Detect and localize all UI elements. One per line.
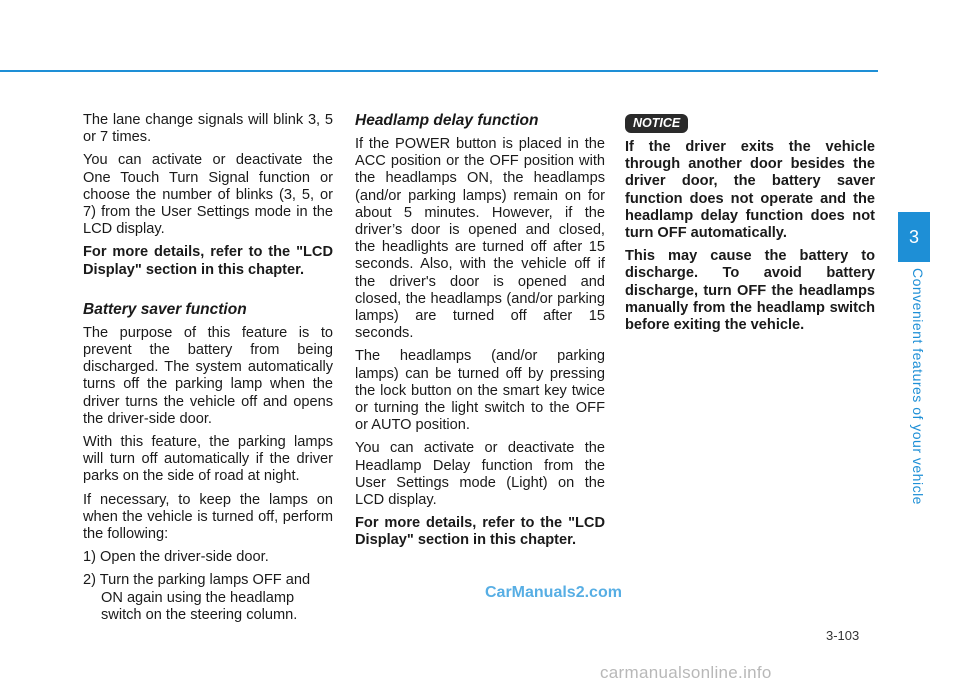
notice-paragraph: This may cause the battery to discharge. To avoid battery discharge, turn OFF the headlamps manually from the headlamp switch before exiting the vehicle. [625,248,875,334]
chapter-tab: 3 [898,212,930,262]
section-heading-battery-saver: Battery saver function [83,300,247,318]
paragraph: With this feature, the parking lamps will turn off automatically if the driver parks on the side of road at night. [83,434,333,485]
page-number: 3-103 [826,628,860,643]
top-rule [0,70,878,72]
notice-paragraph: If the driver exits the vehicle through another door besides the driver door, the battery saver function does not operate and the headlamp delay function does not turn OFF automatically. [625,139,875,242]
paragraph: The purpose of this feature is to prevent the battery from being discharged. The system automatically turns off the parking lamp when the driver turns the vehicle off and opens the driver-side door. [83,324,333,427]
steps-list [83,549,333,624]
cross-reference: For more details, refer to the "LCD Display" section in this chapter. [355,515,605,549]
paragraph: The lane change signals will blink 3, 5 or 7 times. [83,112,333,146]
paragraph: If necessary, to keep the lamps on when the vehicle is turned off, perform the following: [83,491,333,543]
notice-badge: NOTICE [625,114,688,133]
column-left [83,112,333,630]
paragraph: The headlamps (and/or parking lamps) can be turned off by pressing the lock button on the smart key twice or turning the light switch to the OFF or AUTO position. [355,348,605,434]
footer-watermark: carmanualsonline.info [600,663,772,682]
paragraph: If the POWER button is placed in the ACC position or the OFF position with the headlamps ON, the headlamps (and/or parking lamps) remain on for about 5 minutes. However, if the driver’s door is opened and closed, the headlights are turned off after 15 seconds. Also, with the vehicle off if the driver's door is opened and closed, the headlamps (and/or parking lamps) are turned off after 15 seconds. [355,136,605,342]
column-right [625,112,875,340]
paragraph: You can activate or deactivate the One Touch Turn Signal function or choose the number of blinks (3, 5, or 7) from the User Settings mode in the LCD display. [83,152,333,238]
column-middle [355,112,605,556]
cross-reference: For more details, refer to the "LCD Display" section in this chapter. [83,244,333,278]
list-item: 1) Open the driver-side door. [83,549,269,566]
watermark: CarManuals2.com [485,584,622,601]
section-heading-headlamp-delay: Headlamp delay function [355,112,539,129]
paragraph: You can activate or deactivate the Headlamp Delay function from the User Settings mode (Light) on the LCD display. [355,440,605,509]
chapter-title: Convenient features of your vehicle [910,268,926,505]
list-item: 2) Turn the parking lamps OFF and ON again using the headlamp switch on the steering column. [83,572,311,623]
